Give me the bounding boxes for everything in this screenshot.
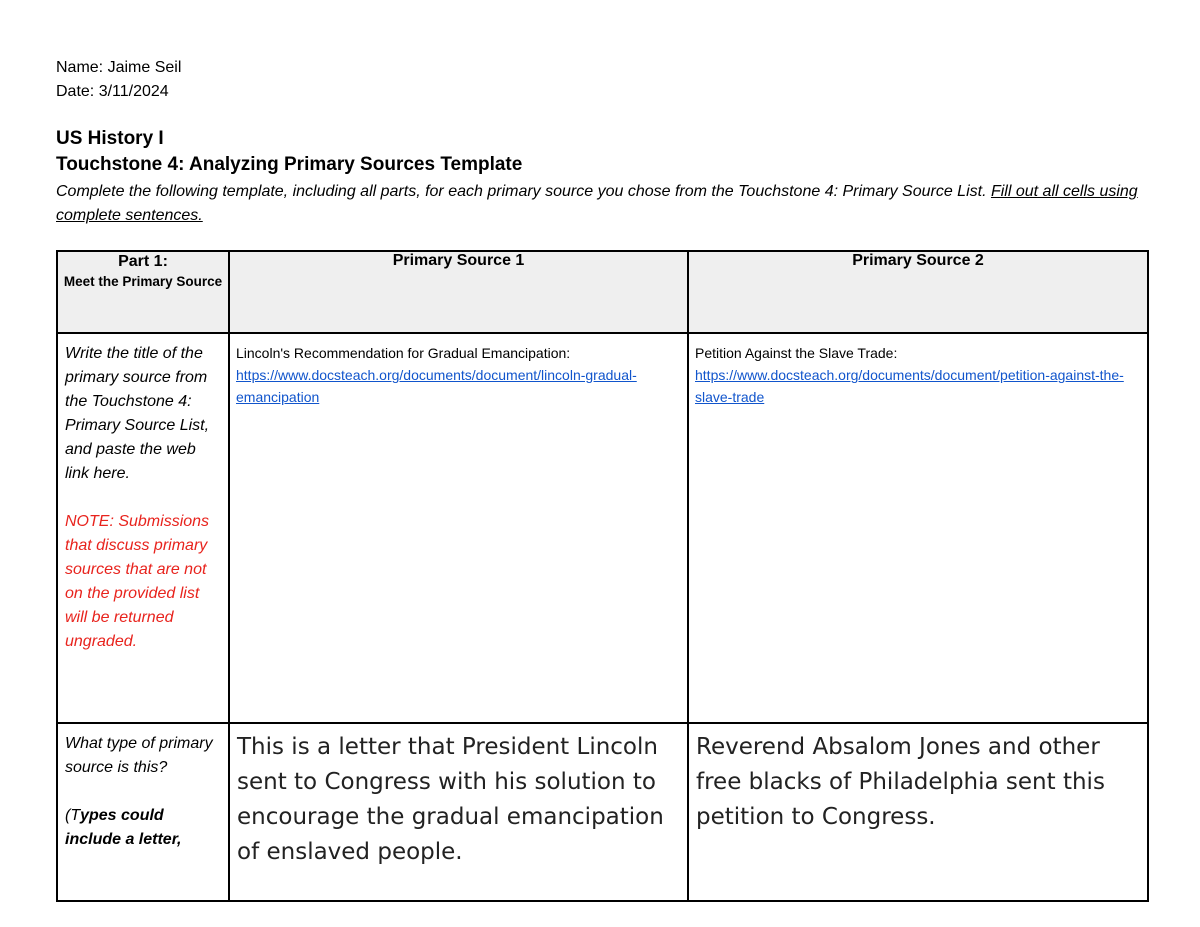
student-info (56, 56, 181, 104)
assignment-title: Touchstone 4: Analyzing Primary Sources Template (56, 154, 523, 175)
question-cell (57, 723, 229, 901)
part-header-cell (57, 251, 229, 333)
source1-type-answer[interactable]: This is a letter that President Lincoln sent to Congress with his solution to encourage the gradual emancipation of enslaved people. (229, 723, 688, 901)
instructions (56, 180, 1148, 228)
source2-type-answer[interactable]: Reverend Absalom Jones and other free blacks of Philadelphia sent this petition to Congress. (688, 723, 1148, 901)
source1-link[interactable]: https://www.docsteach.org/documents/document/lincoln-gradual-emancipation (236, 367, 637, 405)
note-warning: NOTE: Submissions that discuss primary sources that are not on the provided list will be returned ungraded. (65, 513, 210, 650)
source1-header: Primary Source 1 (229, 251, 688, 333)
table-header-row (57, 251, 1148, 333)
source2-header: Primary Source 2 (688, 251, 1148, 333)
course-title: US History I (56, 128, 164, 149)
part-sublabel: Meet the Primary Source (63, 274, 223, 289)
instructions-text: Complete the following template, including all parts, for each primary source you chose from the Touchstone 4: Primary Source List. (56, 183, 991, 200)
course-heading (56, 126, 522, 178)
source2-title: Petition Against the Slave Trade: (695, 345, 898, 361)
date-line: Date: 3/11/2024 (56, 83, 169, 100)
source1-title: Lincoln's Recommendation for Gradual Emancipation: (236, 345, 571, 361)
source2-link[interactable]: https://www.docsteach.org/documents/document/petition-against-the-slave-trade (695, 367, 1124, 405)
type-hint (65, 804, 220, 852)
table-row (57, 333, 1148, 723)
question-text: What type of primary source is this? (65, 735, 213, 776)
name-line: Name: Jaime Seil (56, 59, 182, 76)
question-text: Write the title of the primary source from the Touchstone 4: Primary Source List, and paste the web link here. (65, 345, 210, 482)
instructions-emphasis: Fill out all cells using complete sentences. (56, 183, 1138, 224)
question-cell (57, 333, 229, 723)
table-row (57, 723, 1148, 901)
part-label: Part 1: (118, 253, 168, 270)
source2-answer-cell[interactable] (688, 333, 1148, 723)
primary-source-table (56, 250, 1149, 902)
source1-answer-cell[interactable] (229, 333, 688, 723)
type-hint-bold: ypes could include a letter, (65, 807, 182, 848)
type-hint-open: (T (65, 807, 81, 824)
